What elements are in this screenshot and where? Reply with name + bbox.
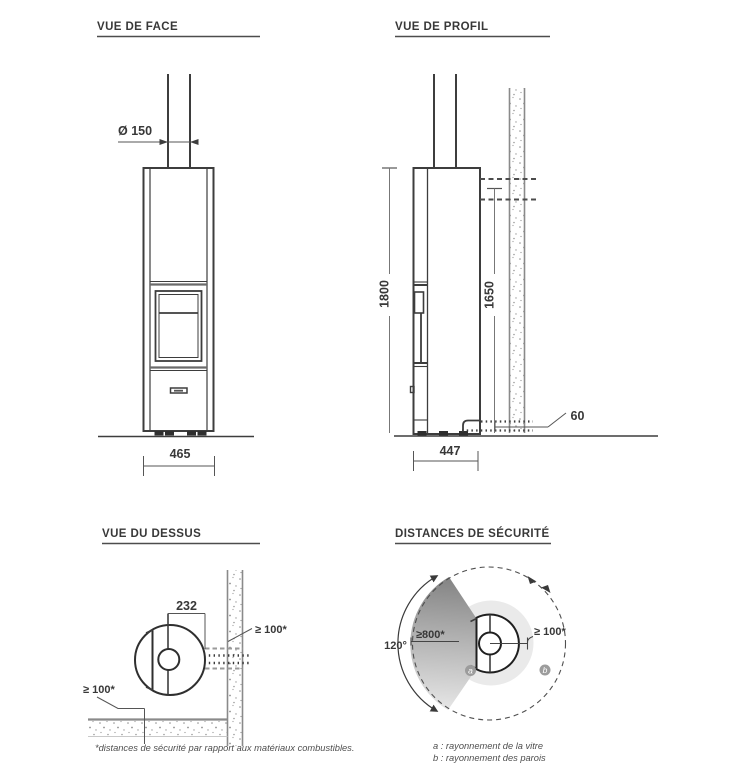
badge-a-letter: a xyxy=(468,665,473,676)
profile-view-title: VUE DE PROFIL xyxy=(395,21,489,33)
rotation-direction-arrows-icon xyxy=(528,576,551,593)
flue-circle-top xyxy=(158,649,179,670)
front-view-drawing xyxy=(98,74,254,476)
chimney-pipe-front xyxy=(168,74,190,168)
profile-view-drawing xyxy=(378,74,659,471)
legend-b: b : rayonnement des parois xyxy=(433,753,546,763)
safety-title: DISTANCES DE SÉCURITÉ xyxy=(395,528,550,540)
flue-diameter-label: Ø 150 xyxy=(118,124,153,138)
safety-footnote: *distances de sécurité par rapport aux matériaux combustibles. xyxy=(95,743,355,753)
wall-vertical-top-view xyxy=(228,570,243,746)
width-label: 465 xyxy=(169,447,191,461)
wall-gap-dimension xyxy=(495,409,584,431)
width-dimension xyxy=(144,447,215,476)
front-view-title: VUE DE FACE xyxy=(97,21,179,33)
badge-b xyxy=(540,665,551,676)
legend-a: a : rayonnement de la vitre xyxy=(433,741,544,751)
stove-feet-profile xyxy=(418,431,469,436)
depth-dimension xyxy=(414,444,479,471)
connector-height-label: 1650 xyxy=(482,281,497,309)
badge-a xyxy=(465,665,476,676)
total-height-label: 1800 xyxy=(377,280,392,308)
top-view-drawing xyxy=(83,570,354,753)
clearance-glass-label: ≥800* xyxy=(416,629,445,641)
dim-arrow-right-icon xyxy=(160,139,169,145)
connector-height-dimension xyxy=(483,189,503,434)
clearance-front-label: ≥ 100* xyxy=(83,684,115,696)
drawer-handle-profile xyxy=(411,387,415,393)
clearance-walls-label: ≥ 100* xyxy=(534,626,566,638)
safety-diagram xyxy=(384,567,566,763)
center-to-wall-label: 232 xyxy=(176,599,197,613)
dim-arrow-left-icon xyxy=(190,139,199,145)
stove-body-profile xyxy=(411,168,481,434)
flue-diameter-dimension xyxy=(118,124,199,145)
safety-legend xyxy=(433,741,546,763)
door-window-front xyxy=(156,291,202,361)
badge-b-letter: b xyxy=(542,665,548,675)
wall-gap-label: 60 xyxy=(570,409,585,423)
door-handle-profile xyxy=(415,292,424,313)
stove-top-outline xyxy=(135,614,205,696)
angle-label: 120° xyxy=(384,640,407,652)
total-height-dimension xyxy=(378,168,398,433)
chimney-pipe-profile xyxy=(434,74,456,168)
clearance-side-label: ≥ 100* xyxy=(255,624,287,636)
glass-radiation-cone xyxy=(410,577,476,710)
depth-label: 447 xyxy=(439,444,461,458)
wall-horizontal-top-view xyxy=(88,720,228,737)
drawer-handle-front xyxy=(171,388,188,393)
flue-outlet-dashed-lines xyxy=(480,179,536,200)
wall-section-profile xyxy=(510,88,525,433)
top-view-title: VUE DU DESSUS xyxy=(102,528,202,540)
